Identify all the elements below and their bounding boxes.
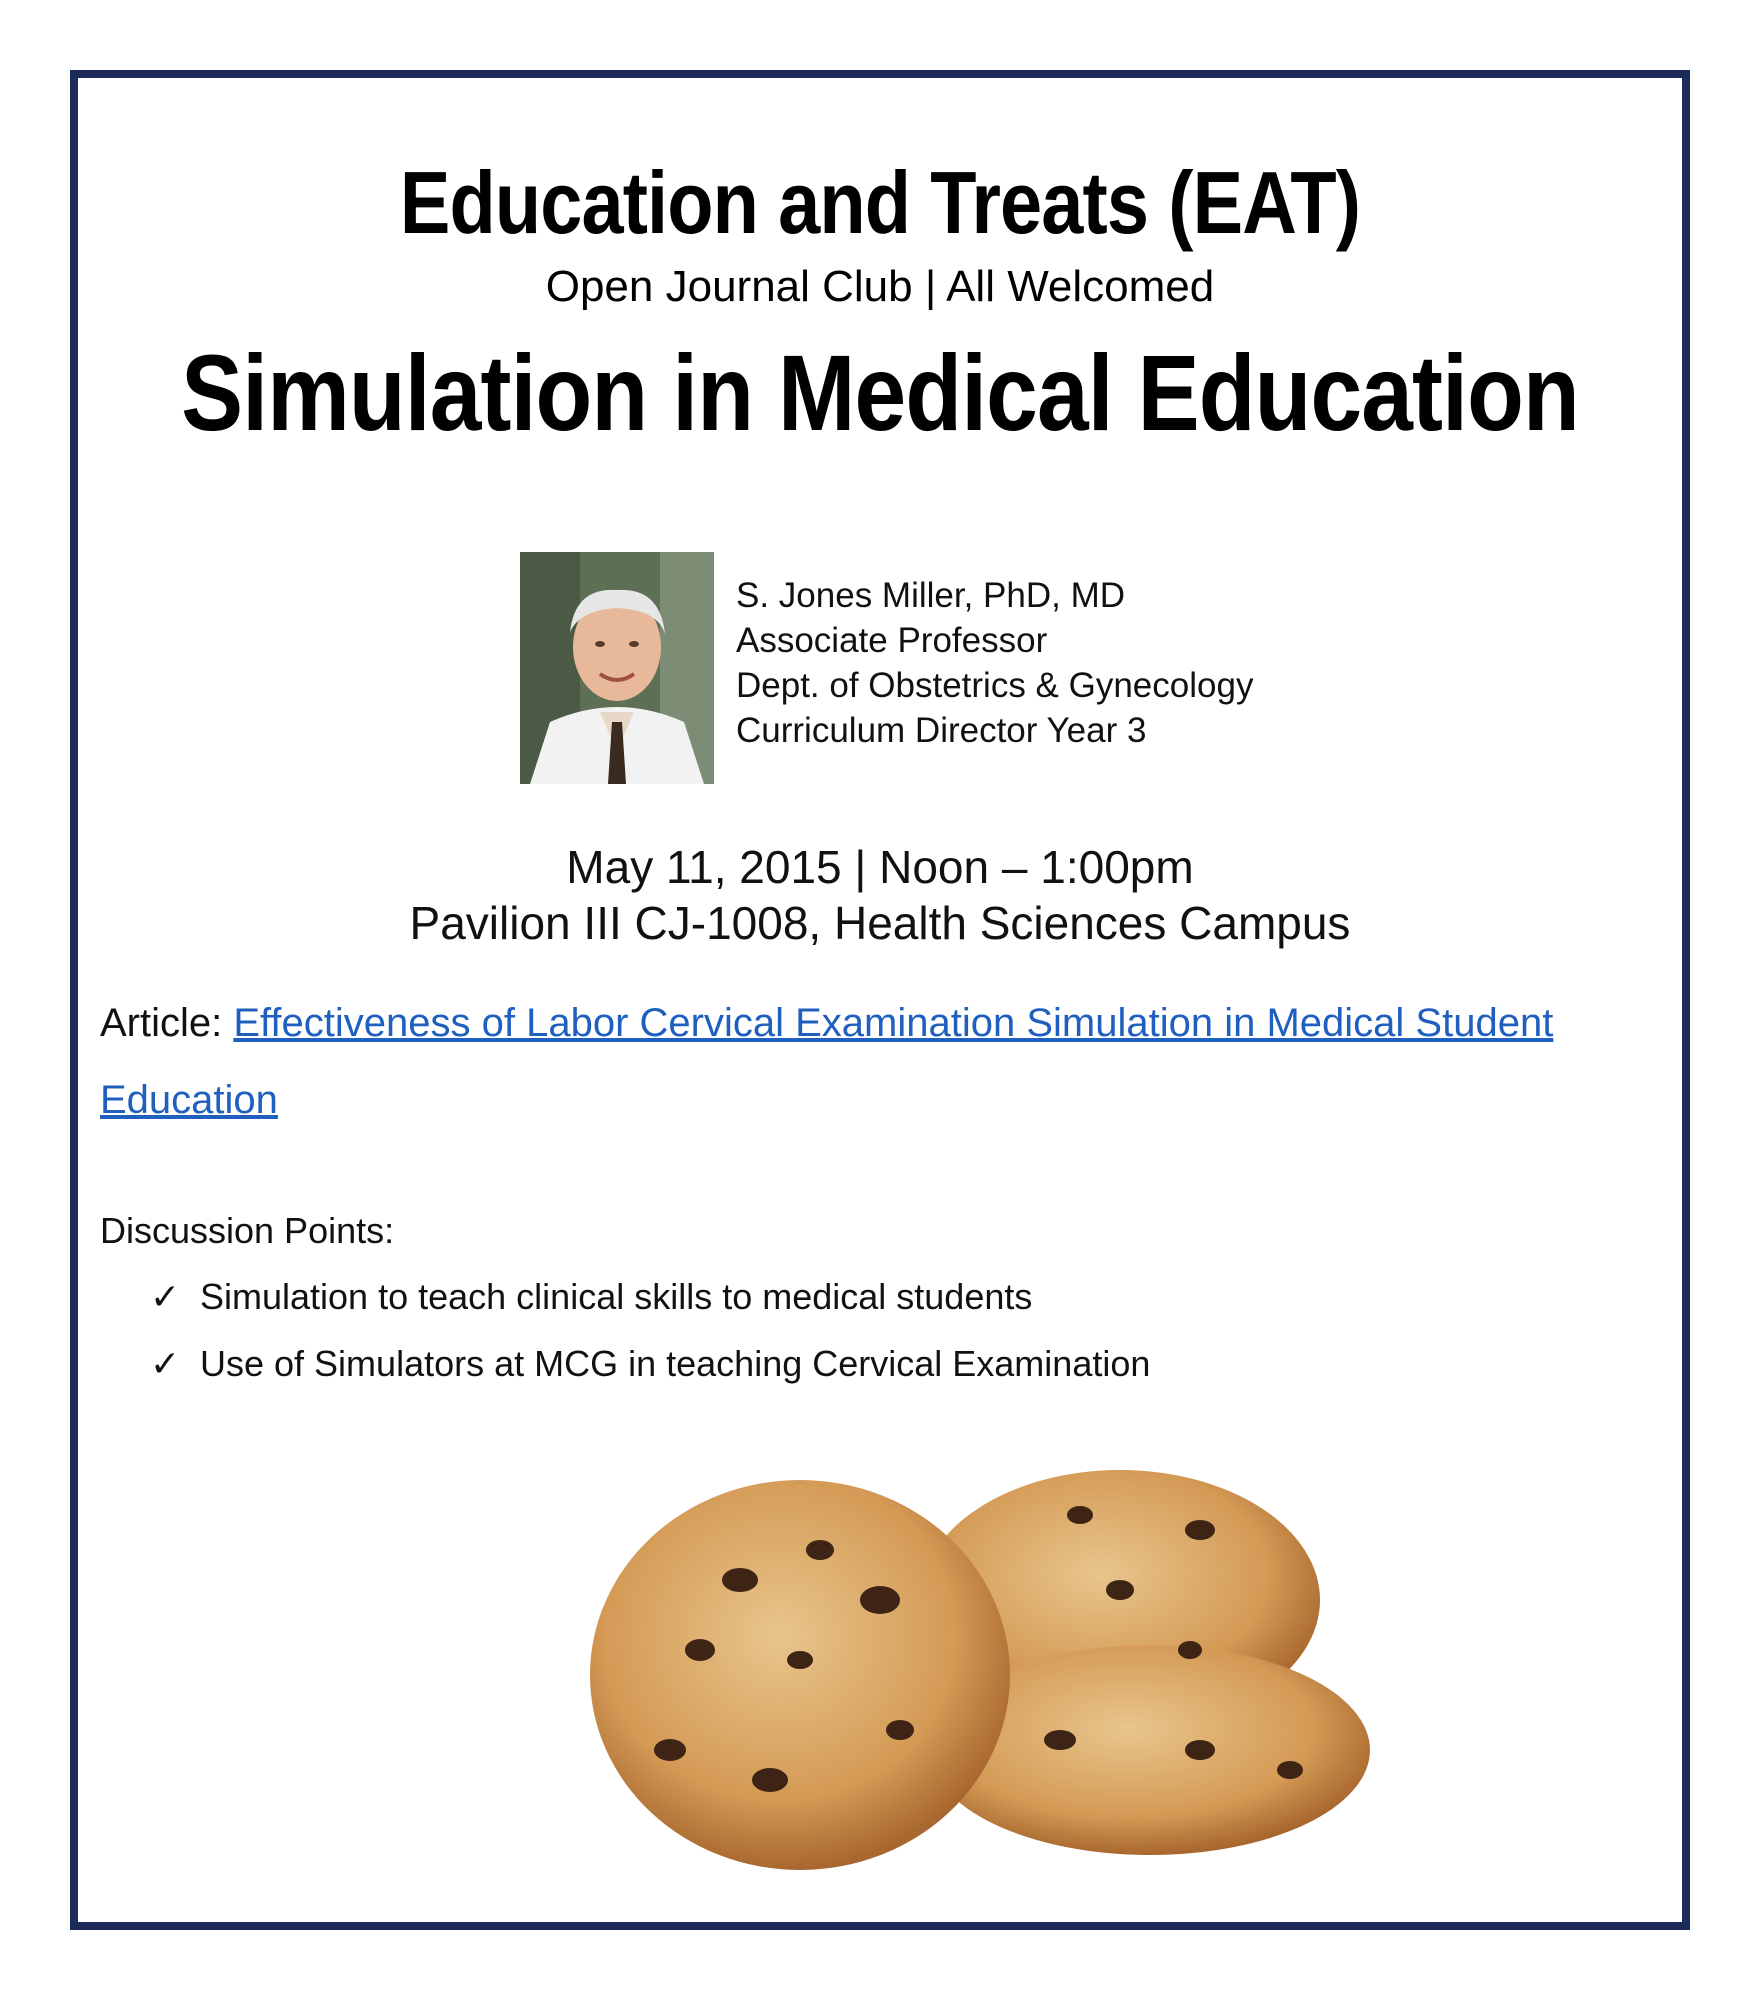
speaker-info bbox=[736, 573, 1253, 753]
checkmark-icon: ✓ bbox=[150, 1276, 181, 1317]
discussion-point-text: Use of Simulators at MCG in teaching Cervical Examination bbox=[200, 1343, 1151, 1384]
discussion-point bbox=[150, 1276, 1032, 1318]
checkmark-icon: ✓ bbox=[150, 1343, 181, 1384]
article-link[interactable]: Effectiveness of Labor Cervical Examination Simulation in Medical Student Education bbox=[100, 1001, 1554, 1122]
discussion-point bbox=[150, 1343, 1150, 1385]
article-reference bbox=[100, 985, 1580, 1139]
speaker-portrait-illustration bbox=[520, 552, 714, 784]
cookies-illustration bbox=[500, 1450, 1420, 1870]
article-label: Article: bbox=[100, 1001, 234, 1045]
speaker-name: S. Jones Miller, PhD, MD bbox=[736, 576, 1125, 615]
speaker-photo bbox=[520, 552, 714, 784]
discussion-label: Discussion Points: bbox=[100, 1210, 395, 1251]
speaker-department: Dept. of Obstetrics & Gynecology bbox=[736, 666, 1254, 705]
event-datetime: May 11, 2015 | Noon – 1:00pm bbox=[566, 841, 1194, 893]
speaker-position: Associate Professor bbox=[736, 621, 1048, 660]
speaker-role: Curriculum Director Year 3 bbox=[736, 711, 1147, 750]
page-subtitle: Open Journal Club | All Welcomed bbox=[545, 262, 1215, 311]
event-location: Pavilion III CJ-1008, Health Sciences Campus bbox=[409, 897, 1351, 949]
session-topic: Simulation in Medical Education bbox=[181, 332, 1579, 453]
discussion-point-text: Simulation to teach clinical skills to medical students bbox=[200, 1276, 1033, 1317]
page-title: Education and Treats (EAT) bbox=[399, 153, 1361, 252]
